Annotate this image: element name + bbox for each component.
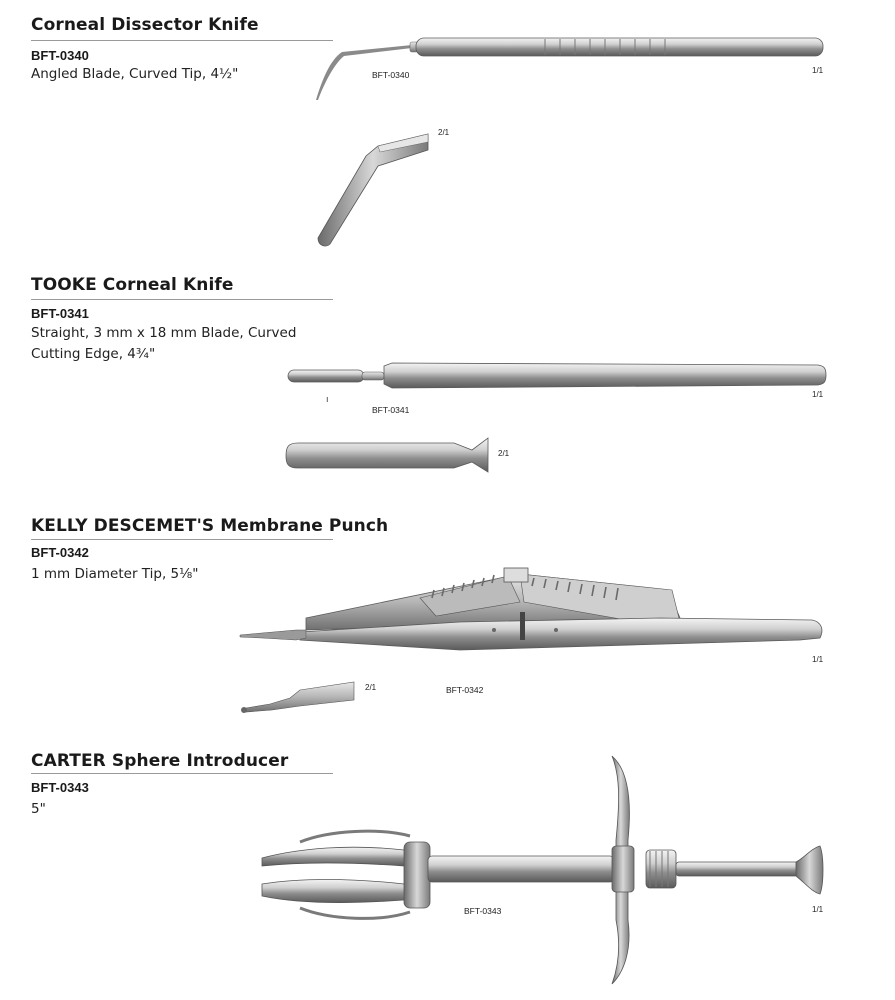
scale-detail: 2/1 — [438, 128, 450, 137]
product-title: CARTER Sphere Introducer — [31, 751, 289, 771]
title-divider — [31, 773, 333, 774]
product-code: BFT-0341 — [31, 306, 89, 321]
scale-main: 1/1 — [812, 655, 824, 664]
product-title: KELLY DESCEMET'S Membrane Punch — [31, 516, 389, 536]
corneal-dissector-blade-detail — [318, 134, 428, 246]
product-title: Corneal Dissector Knife — [31, 15, 259, 35]
tooke-corneal-knife-drawing — [288, 363, 826, 404]
product-code: BFT-0342 — [31, 545, 89, 560]
svg-text:ı: ı — [326, 394, 329, 404]
kelly-punch-tip-detail — [241, 682, 354, 713]
product-code: BFT-0343 — [31, 780, 89, 795]
scale-main: 1/1 — [812, 66, 824, 75]
carter-sphere-introducer-drawing — [262, 756, 823, 984]
product-description: Angled Blade, Curved Tip, 4½" — [31, 66, 239, 82]
image-label: BFT-0343 — [464, 906, 502, 916]
product-description: Straight, 3 mm x 18 mm Blade, Curved Cutting Edge, 4¾" — [31, 325, 297, 362]
product-description: 5" — [31, 801, 46, 817]
scale-detail: 2/1 — [498, 449, 510, 458]
image-label: BFT-0342 — [446, 685, 484, 695]
scale-main: 1/1 — [812, 390, 824, 399]
scale-detail: 2/1 — [365, 683, 377, 692]
title-divider — [31, 40, 333, 41]
product-description: 1 mm Diameter Tip, 5⅛" — [31, 566, 199, 582]
product-code: BFT-0340 — [31, 48, 89, 63]
tooke-blade-detail — [286, 438, 488, 472]
corneal-dissector-knife-drawing — [316, 38, 823, 100]
product-title: TOOKE Corneal Knife — [31, 275, 234, 295]
title-divider — [31, 539, 333, 540]
image-label: BFT-0341 — [372, 405, 410, 415]
image-label: BFT-0340 — [372, 70, 410, 80]
scale-main: 1/1 — [812, 905, 824, 914]
title-divider — [31, 299, 333, 300]
